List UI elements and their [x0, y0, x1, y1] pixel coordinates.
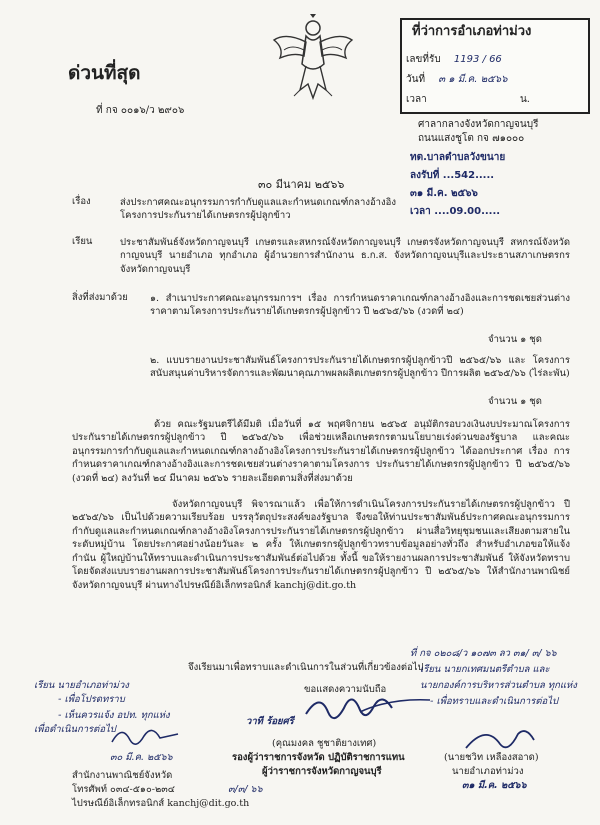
- left-note-3: - เห็นควรแจ้ง อปท. ทุกแห่ง: [58, 710, 170, 721]
- receive-number-line: [406, 52, 502, 67]
- body-paragraph-1: ด้วย คณะรัฐมนตรีได้มีมติ เมื่อวันที่ ๑๕ พฤศจิกายน ๒๕๖๕ อนุมัติกรอบวงเงินงบประมาณโครงการประกันรายได้เกษตรกรผู้ปลูกข้าว ปี ๒๕๖๕/๖๖ เพื่อช่วยเหลือเกษตรกรตามนโยบายเร่งด่วนของรัฐบาล และคณะอนุกรรมการกำกับดูแลและกำหนดเกณฑ์กลางอ้างอิงโครงการประกันรายได้เกษตรกรผู้ปลูกข้าว ได้ออกประกาศ เรื่อง การกำหนดราคาเกณฑ์กลางอ้างอิงและการชดเชยส่วนต่างราคาตามโครงการ ประกันรายได้เกษตรกรผู้ปลูกข้าว ปี ๒๕๖๕/๖๖ (งวดที่ ๒๔) ลงวันที่ ๒๔ มีนาคม ๒๕๖๖ รายละเอียดตามสิ่งที่ส่งมาด้วย: [72, 419, 570, 484]
- recv-no-value: 1193 / 66: [453, 54, 502, 65]
- sender-address: [418, 118, 538, 145]
- left-sig-date-2: ๓/๓/ ๖๖: [228, 784, 263, 795]
- right-signer-name: (นายชวิท เหลืองสอาด): [444, 752, 539, 763]
- enclosure-2-qty: จำนวน ๑ ชุด: [488, 396, 542, 407]
- receive-time-line: [406, 92, 530, 107]
- recv-no-label: เลขที่รับ: [406, 54, 441, 65]
- signer-name: (คุณมงคล ชูชาติยางเทศ): [272, 738, 377, 749]
- receive-stamp-title: ที่ว่าการอำเภอท่าม่วง: [412, 24, 532, 39]
- sender-line-2: ถนนแสงชูโต กจ ๗๑๐๐๐: [418, 132, 525, 144]
- enclosure-2-text: ๒. แบบรายงานประชาสัมพันธ์โครงการประกันรายได้เกษตรกรผู้ปลูกข้าวปี ๒๕๖๕/๖๖ และ โครงการสนับสนุนค่าบริหารจัดการและพัฒนาคุณภาพผลผลิตเกษตรกรผู้ปลูกข้าว ปีการผลิต ๒๕๖๕/๖๖ (ไร่ละพัน): [150, 355, 570, 380]
- body-paragraph-2: จังหวัดกาญจนบุรี พิจารณาแล้ว เพื่อให้การดำเนินโครงการประกันรายได้เกษตรกรผู้ปลูกข้าว ปี ๒๕๖๕/๖๖ เป็นไปด้วยความเรียบร้อย บรรลุวัตถุประสงค์ของรัฐบาล จึงขอให้ท่านประชาสัมพันธ์ประกาศคณะอนุกรรมการกำกับดูแลและกำหนดเกณฑ์กลางอ้างอิงโครงการประกันรายได้เกษตรกรผู้ปลูกข้าว ผ่านสื่อวิทยุชุมชนและเสียงตามสายในระดับหมู่บ้าน โดยประกาศอย่างน้อยวันละ ๒ ครั้ง ให้เกษตรกรผู้ปลูกข้าวทราบข้อมูลอย่างทั่วถึง สำหรับอำเภอขอให้แจ้งกำนัน ผู้ใหญ่บ้านให้ทราบและดำเนินการประชาสัมพันธ์ต่อไปด้วย ทั้งนี้ ขอให้รายงานผลการประชาสัมพันธ์ ให้จังหวัดทราบ โดยจัดส่งแบบรายงานผลการประชาสัมพันธ์โครงการประกันรายได้เกษตรกรผู้ปลูกข้าว ปี ๒๕๖๕/๖๖ ให้สำนักงานพาณิชย์จังหวัดกาญจนบุรี ผ่านทางไปรษณีย์อิเล็กทรอนิกส์ kanchj@dit.go.th: [72, 499, 570, 591]
- signature-handwritten-name: วาที ร้อยศรี: [246, 716, 294, 727]
- garuda-emblem-icon: [270, 14, 356, 104]
- recv-date-value: ๓ ๑ มี.ค. ๒๕๖๖: [438, 74, 508, 85]
- receive-date-line: [406, 72, 507, 87]
- recv-date-label: วันที่: [406, 74, 426, 85]
- tambon-stamp-time: เวลา ....09.00.....: [410, 206, 501, 217]
- left-sig-date: ๓๐ มี.ค. ๒๕๖๖: [110, 752, 173, 763]
- tambon-stamp-recv: ลงรับที่ ...542.....: [410, 170, 495, 181]
- office-phone: โทรศัพท์ ๐๓๔-๕๑๐-๒๓๔: [72, 784, 175, 795]
- enclosures-label: สิ่งที่ส่งมาด้วย: [72, 292, 128, 303]
- to-text: ประชาสัมพันธ์จังหวัดกาญจนบุรี เกษตรและสหกรณ์จังหวัดกาญจนบุรี เกษตรจังหวัดกาญจนบุรี สหกรณ์จังหวัดกาญจนบุรี นายอำเภอ ทุกอำเภอ ผู้อำนวยการสำนักงาน ธ.ก.ส. จังหวัดกาญจนบุรีและประธานสภาเกษตรกรจังหวัดกาญจนบุรี: [120, 237, 570, 275]
- signature-scribble-icon: [300, 678, 440, 738]
- letter-date: ๓๐ มีนาคม ๒๕๖๖: [258, 178, 345, 191]
- subject-label: เรื่อง: [72, 196, 91, 207]
- subject-text: ส่งประกาศคณะอนุกรรมการกำกับดูแลและกำหนดเกณฑ์กลางอ้างอิงโครงการประกันรายได้เกษตรกรผู้ปลูกข้าว: [120, 197, 396, 222]
- document-number: ที่ กจ ๐๐๑๖/ว ๒๙๐๖: [96, 105, 185, 116]
- left-note-4: เพื่อดำเนินการต่อไป: [34, 724, 116, 735]
- left-note-2: - เพื่อโปรดทราบ: [58, 694, 125, 705]
- enclosure-1-text: ๑. สำเนาประกาศคณะอนุกรรมการฯ เรื่อง การกำหนดราคาเกณฑ์กลางอ้างอิงและการชดเชยส่วนต่างราคาตามโครงการประกันรายได้เกษตรกรผู้ปลูกข้าว ปี ๒๕๖๕/๖๖ (งวดที่ ๒๔): [150, 293, 570, 318]
- signer-title-2: ผู้ว่าราชการจังหวัดกาญจนบุรี: [262, 766, 382, 777]
- urgency-heading: ด่วนที่สุด: [68, 62, 141, 84]
- closing-line: จึงเรียนมาเพื่อทราบและดำเนินการในส่วนที่เกี่ยวข้องต่อไป: [188, 662, 424, 673]
- recv-time-label: เวลา: [406, 94, 427, 105]
- right-note-1: ที่ กจ ๐๒๐๘/ว ๑๐๗๓ ลว ๓๑/ ๓/ ๖๖: [410, 648, 557, 659]
- to-label: เรียน: [72, 236, 93, 247]
- sender-line-1: ศาลากลางจังหวัดกาญจนบุรี: [418, 119, 539, 130]
- recv-time-suffix: น.: [519, 94, 530, 105]
- regards-line: ขอแสดงความนับถือ: [304, 684, 387, 695]
- tambon-stamp-title: ทต.บาลตำบลวังขนาย: [410, 152, 506, 163]
- tambon-stamp-date: ๓๑ มี.ค. ๒๕๖๖: [410, 188, 478, 199]
- right-signer-date: ๓๑ มี.ค. ๒๕๖๖: [462, 780, 527, 791]
- signer-title-1: รองผู้ว่าราชการจังหวัด ปฏิบัติราชการแทน: [232, 752, 405, 763]
- right-note-3: นายกองค์การบริหารส่วนตำบล ทุกแห่ง: [420, 680, 577, 691]
- office-email: ไปรษณีย์อิเล็กทรอนิกส์ kanchj@dit.go.th: [72, 798, 250, 809]
- right-signer-title: นายอำเภอท่าม่วง: [452, 766, 524, 777]
- office-name: สำนักงานพาณิชย์จังหวัด: [72, 770, 173, 781]
- right-note-4: - เพื่อทราบและดำเนินการต่อไป: [430, 696, 559, 707]
- left-signature-icon: [108, 718, 188, 756]
- right-note-2: เรียน นายกเทศมนตรีตำบล และ: [420, 664, 550, 675]
- left-note-1: เรียน นายอำเภอท่าม่วง: [34, 680, 129, 691]
- enclosure-1-qty: จำนวน ๑ ชุด: [488, 334, 542, 345]
